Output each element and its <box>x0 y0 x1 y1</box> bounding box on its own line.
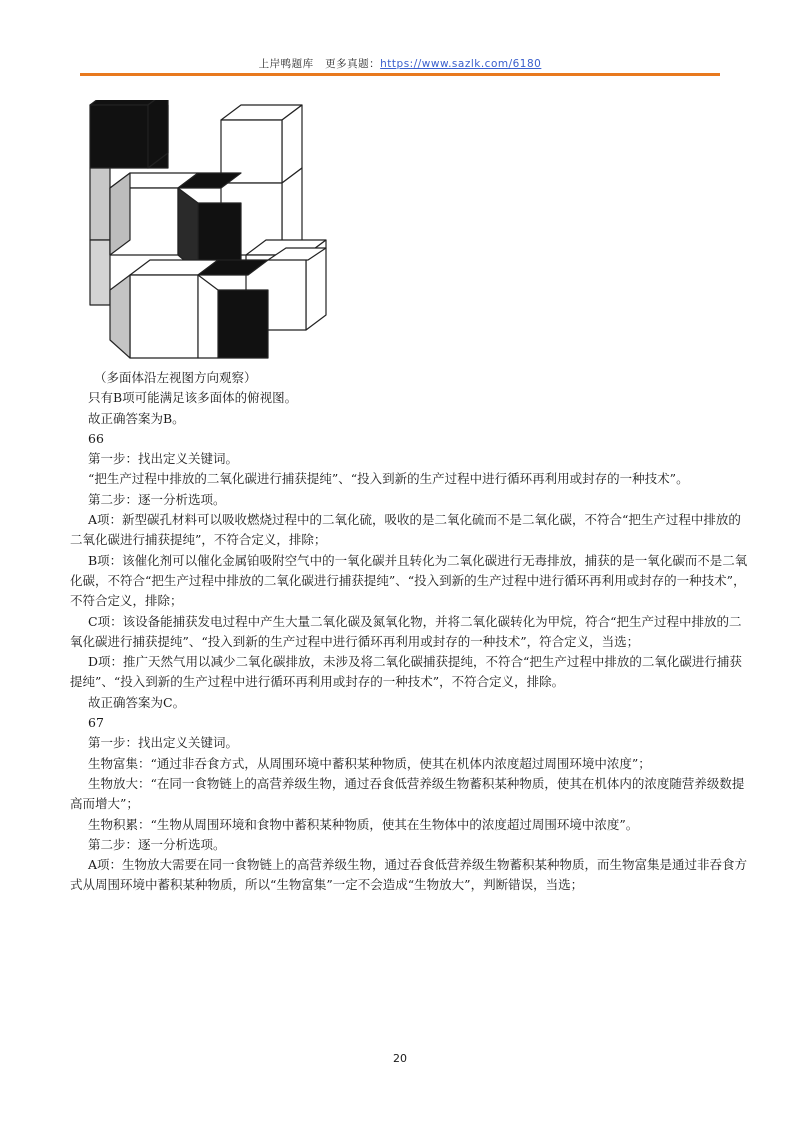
cube-grey-side-1 <box>90 168 110 240</box>
header-separator <box>314 58 326 70</box>
cube-back-top <box>221 105 302 183</box>
paragraph: 生物放大：“在同一食物链上的高营养级生物，通过吞食低营养级生物蓄积某种物质，使其在机体内的浓度随营养级数提高而增大”； <box>70 775 745 812</box>
paragraph: 第二步：逐一分析选项。 <box>88 491 226 507</box>
figure-caption: （多面体沿左视图方向观察） <box>94 370 257 385</box>
paragraph: 故正确答案为C。 <box>88 694 186 710</box>
paragraph: 生物富集：“通过非吞食方式，从周围环境中蓄积某种物质，使其在机体内浓度超过周围环境中浓度”； <box>88 755 651 771</box>
paragraph: “把生产过程中排放的二氧化碳进行捕获提纯”、“投入到新的生产过程中进行循环再利用或封存的一种技术”。 <box>88 471 689 487</box>
header-prefix: 更多真题： <box>325 58 381 70</box>
paragraph: D项：推广天然气用以减少二氧化碳排放，未涉及将二氧化碳捕获提纯，不符合“把生产过程中排放的二氧化碳进行捕获提纯”、“投入到新的生产过程中进行循环再利用或封存的一种技术”，不符合定义，排除。 <box>70 654 742 690</box>
header-site: 上岸鸭题库 <box>258 58 314 70</box>
paragraph: 故正确答案为B。 <box>88 410 185 426</box>
question-number: 67 <box>88 715 104 731</box>
paragraph: 只有B项可能满足该多面体的俯视图。 <box>88 390 298 406</box>
paragraph: A项：新型碳孔材料可以吸收燃烧过程中的二氧化硫，吸收的是二氧化硫而不是二氧化碳，不符合“把生产过程中排放的二氧化碳进行捕获提纯”，不符合定义，排除； <box>70 512 741 548</box>
document-body <box>70 368 750 896</box>
paragraph: 第一步：找出定义关键词。 <box>88 735 239 751</box>
paragraph: 第二步：逐一分析选项。 <box>88 836 226 852</box>
header-link[interactable]: https://www.sazlk.com/6180 <box>380 58 542 70</box>
polyhedron-figure <box>86 100 336 370</box>
paragraph: A项：生物放大需要在同一食物链上的高营养级生物，通过吞食低营养级生物蓄积某种物质，而生物富集是通过非吞食方式从周围环境中蓄积某种物质，所以“生物富集”一定不会造成“生物放大”，判断错误，当选； <box>70 857 748 893</box>
paragraph: 第一步：找出定义关键词。 <box>88 451 239 467</box>
paragraph: 生物积累：“生物从周围环境和食物中蓄积某种物质，使其在生物体中的浓度超过周围环境中浓度”。 <box>88 816 639 832</box>
cube-black-top <box>90 100 168 168</box>
header-rule <box>80 73 720 76</box>
question-number: 66 <box>88 430 104 446</box>
paragraph: B项：该催化剂可以催化金属铂吸附空气中的一氧化碳并且转化为二氧化碳进行无毒排放，捕获的是一氧化碳而不是二氧化碳，不符合“把生产过程中排放的二氧化碳进行捕获提纯”、“投入到新的生产过程中进行循环再利用或封存的一种技术”，不符合定义，排除； <box>70 552 748 609</box>
page-number: 20 <box>393 1052 407 1065</box>
cube-grey-side-2 <box>90 240 110 305</box>
paragraph: C项：该设备能捕获发电过程中产生大量二氧化碳及氮氧化物，并将二氧化碳转化为甲烷，符合“把生产过程中排放的二氧化碳进行捕获提纯”、“投入到新的生产过程中进行循环再利用或封存的一种技术”，符合定义，当选； <box>70 613 742 649</box>
page-header <box>0 56 800 71</box>
